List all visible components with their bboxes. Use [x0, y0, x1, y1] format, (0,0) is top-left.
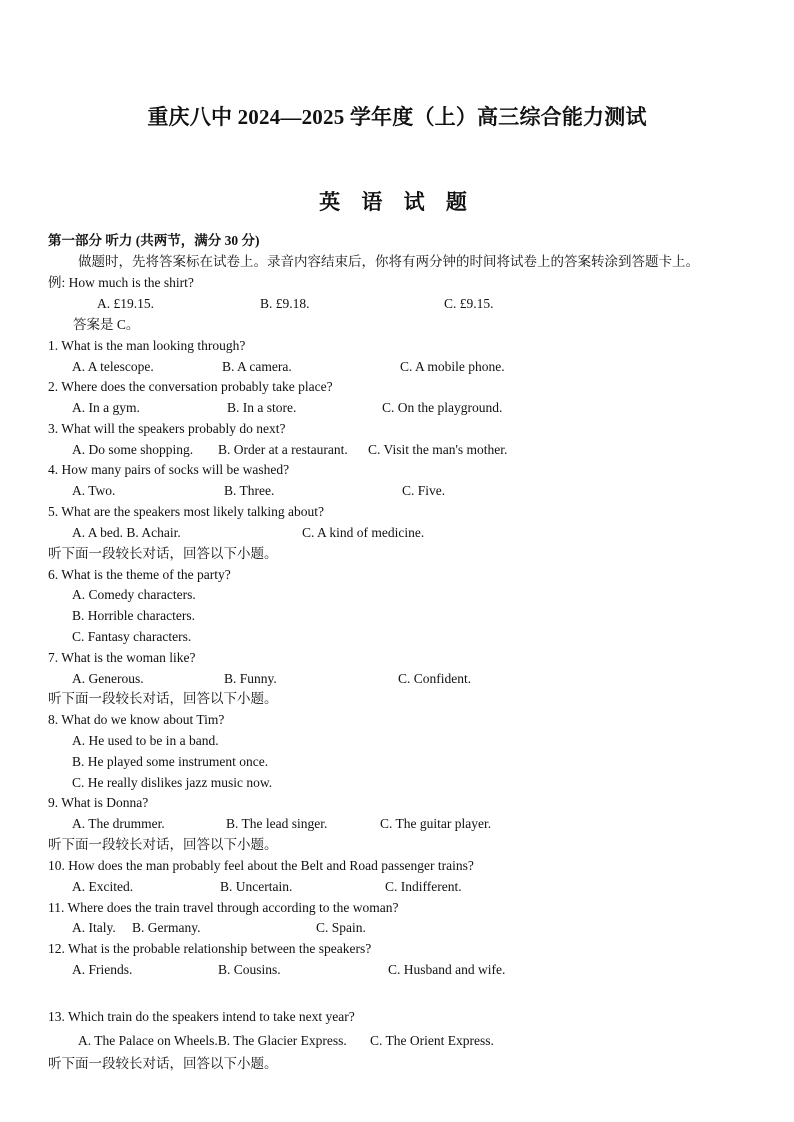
question-3: 3. What will the speakers probably do next? — [48, 421, 286, 436]
transition-text-3: 听下面一段较长对话，回答以下小题。 — [48, 837, 278, 852]
question-2: 2. Where does the conversation probably take place? — [48, 379, 333, 394]
q4-option-c: C. Five. — [402, 483, 446, 498]
q4-option-b: B. Three. — [224, 483, 275, 498]
q10-option-a: A. Excited. — [72, 879, 134, 894]
q2-option-c: C. On the playground. — [382, 400, 503, 415]
q7-option-c: C. Confident. — [398, 671, 472, 686]
q9-option-b: B. The lead singer. — [226, 816, 328, 831]
q6-option-b: B. Horrible characters. — [72, 608, 195, 623]
question-9: 9. What is Donna? — [48, 795, 149, 810]
q5-option-ab: A. A bed. B. Achair. — [72, 525, 181, 540]
q8-option-c: C. He really dislikes jazz music now. — [72, 775, 273, 790]
q4-option-a: A. Two. — [72, 483, 116, 498]
q11-option-a: A. Italy. — [72, 920, 116, 935]
question-6: 6. What is the theme of the party? — [48, 567, 231, 582]
q11-option-c: C. Spain. — [316, 920, 366, 935]
transition-text-1: 听下面一段较长对话，回答以下小题。 — [48, 546, 278, 561]
q9-option-a: A. The drummer. — [72, 816, 165, 831]
example-answer: 答案是 C。 — [73, 317, 140, 332]
q3-option-a: A. Do some shopping. — [72, 442, 194, 457]
q11-option-b: B. Germany. — [132, 920, 201, 935]
q7-option-b: B. Funny. — [224, 671, 277, 686]
example-option-c: C. £9.15. — [444, 296, 494, 311]
question-5: 5. What are the speakers most likely talking about? — [48, 504, 325, 519]
q13-option-c: C. The Orient Express. — [370, 1033, 494, 1048]
q6-option-a: A. Comedy characters. — [72, 587, 196, 602]
question-10: 10. How does the man probably feel about the Belt and Road passenger trains? — [48, 858, 474, 873]
exam-subtitle: 英 语 试 题 — [319, 190, 475, 214]
question-13: 13. Which train do the speakers intend to take next year? — [48, 1009, 355, 1024]
question-8: 8. What do we know about Tim? — [48, 712, 225, 727]
q3-option-b: B. Order at a restaurant. — [218, 442, 348, 457]
transition-text-4: 听下面一段较长对话，回答以下小题。 — [48, 1056, 278, 1071]
q12-option-a: A. Friends. — [72, 962, 133, 977]
q2-option-b: B. In a store. — [227, 400, 297, 415]
q10-option-b: B. Uncertain. — [220, 879, 293, 894]
q10-option-c: C. Indifferent. — [385, 879, 462, 894]
q1-option-b: B. A camera. — [222, 359, 292, 374]
example-option-a: A. £19.15. — [97, 296, 154, 311]
question-4: 4. How many pairs of socks will be washed? — [48, 462, 290, 477]
transition-text-2: 听下面一段较长对话，回答以下小题。 — [48, 691, 278, 706]
q6-option-c: C. Fantasy characters. — [72, 629, 192, 644]
q8-option-b: B. He played some instrument once. — [72, 754, 269, 769]
q1-option-c: C. A mobile phone. — [400, 359, 505, 374]
example-question: 例: How much is the shirt? — [48, 275, 194, 290]
question-11: 11. Where does the train travel through according to the woman? — [48, 900, 399, 915]
exam-title: 重庆八中 2024—2025 学年度（上）高三综合能力测试 — [147, 105, 647, 129]
q3-option-c: C. Visit the man's mother. — [368, 442, 508, 457]
q5-option-c: C. A kind of medicine. — [302, 525, 425, 540]
section-instructions: 做题时，先将答案标在试卷上。录音内容结束后，你将有两分钟的时间将试卷上的答案转涂到答题卡上。 — [78, 254, 699, 269]
q12-option-c: C. Husband and wife. — [388, 962, 506, 977]
q1-option-a: A. A telescope. — [72, 359, 154, 374]
question-1: 1. What is the man looking through? — [48, 338, 246, 353]
q13-option-ab: A. The Palace on Wheels.B. The Glacier Express. — [78, 1033, 347, 1048]
q12-option-b: B. Cousins. — [218, 962, 281, 977]
section-heading: 第一部分 听力 (共两节，满分 30 分) — [48, 233, 260, 248]
q8-option-a: A. He used to be in a band. — [72, 733, 219, 748]
q9-option-c: C. The guitar player. — [380, 816, 492, 831]
q2-option-a: A. In a gym. — [72, 400, 140, 415]
question-12: 12. What is the probable relationship between the speakers? — [48, 941, 372, 956]
example-option-b: B. £9.18. — [260, 296, 310, 311]
q7-option-a: A. Generous. — [72, 671, 144, 686]
question-7: 7. What is the woman like? — [48, 650, 196, 665]
